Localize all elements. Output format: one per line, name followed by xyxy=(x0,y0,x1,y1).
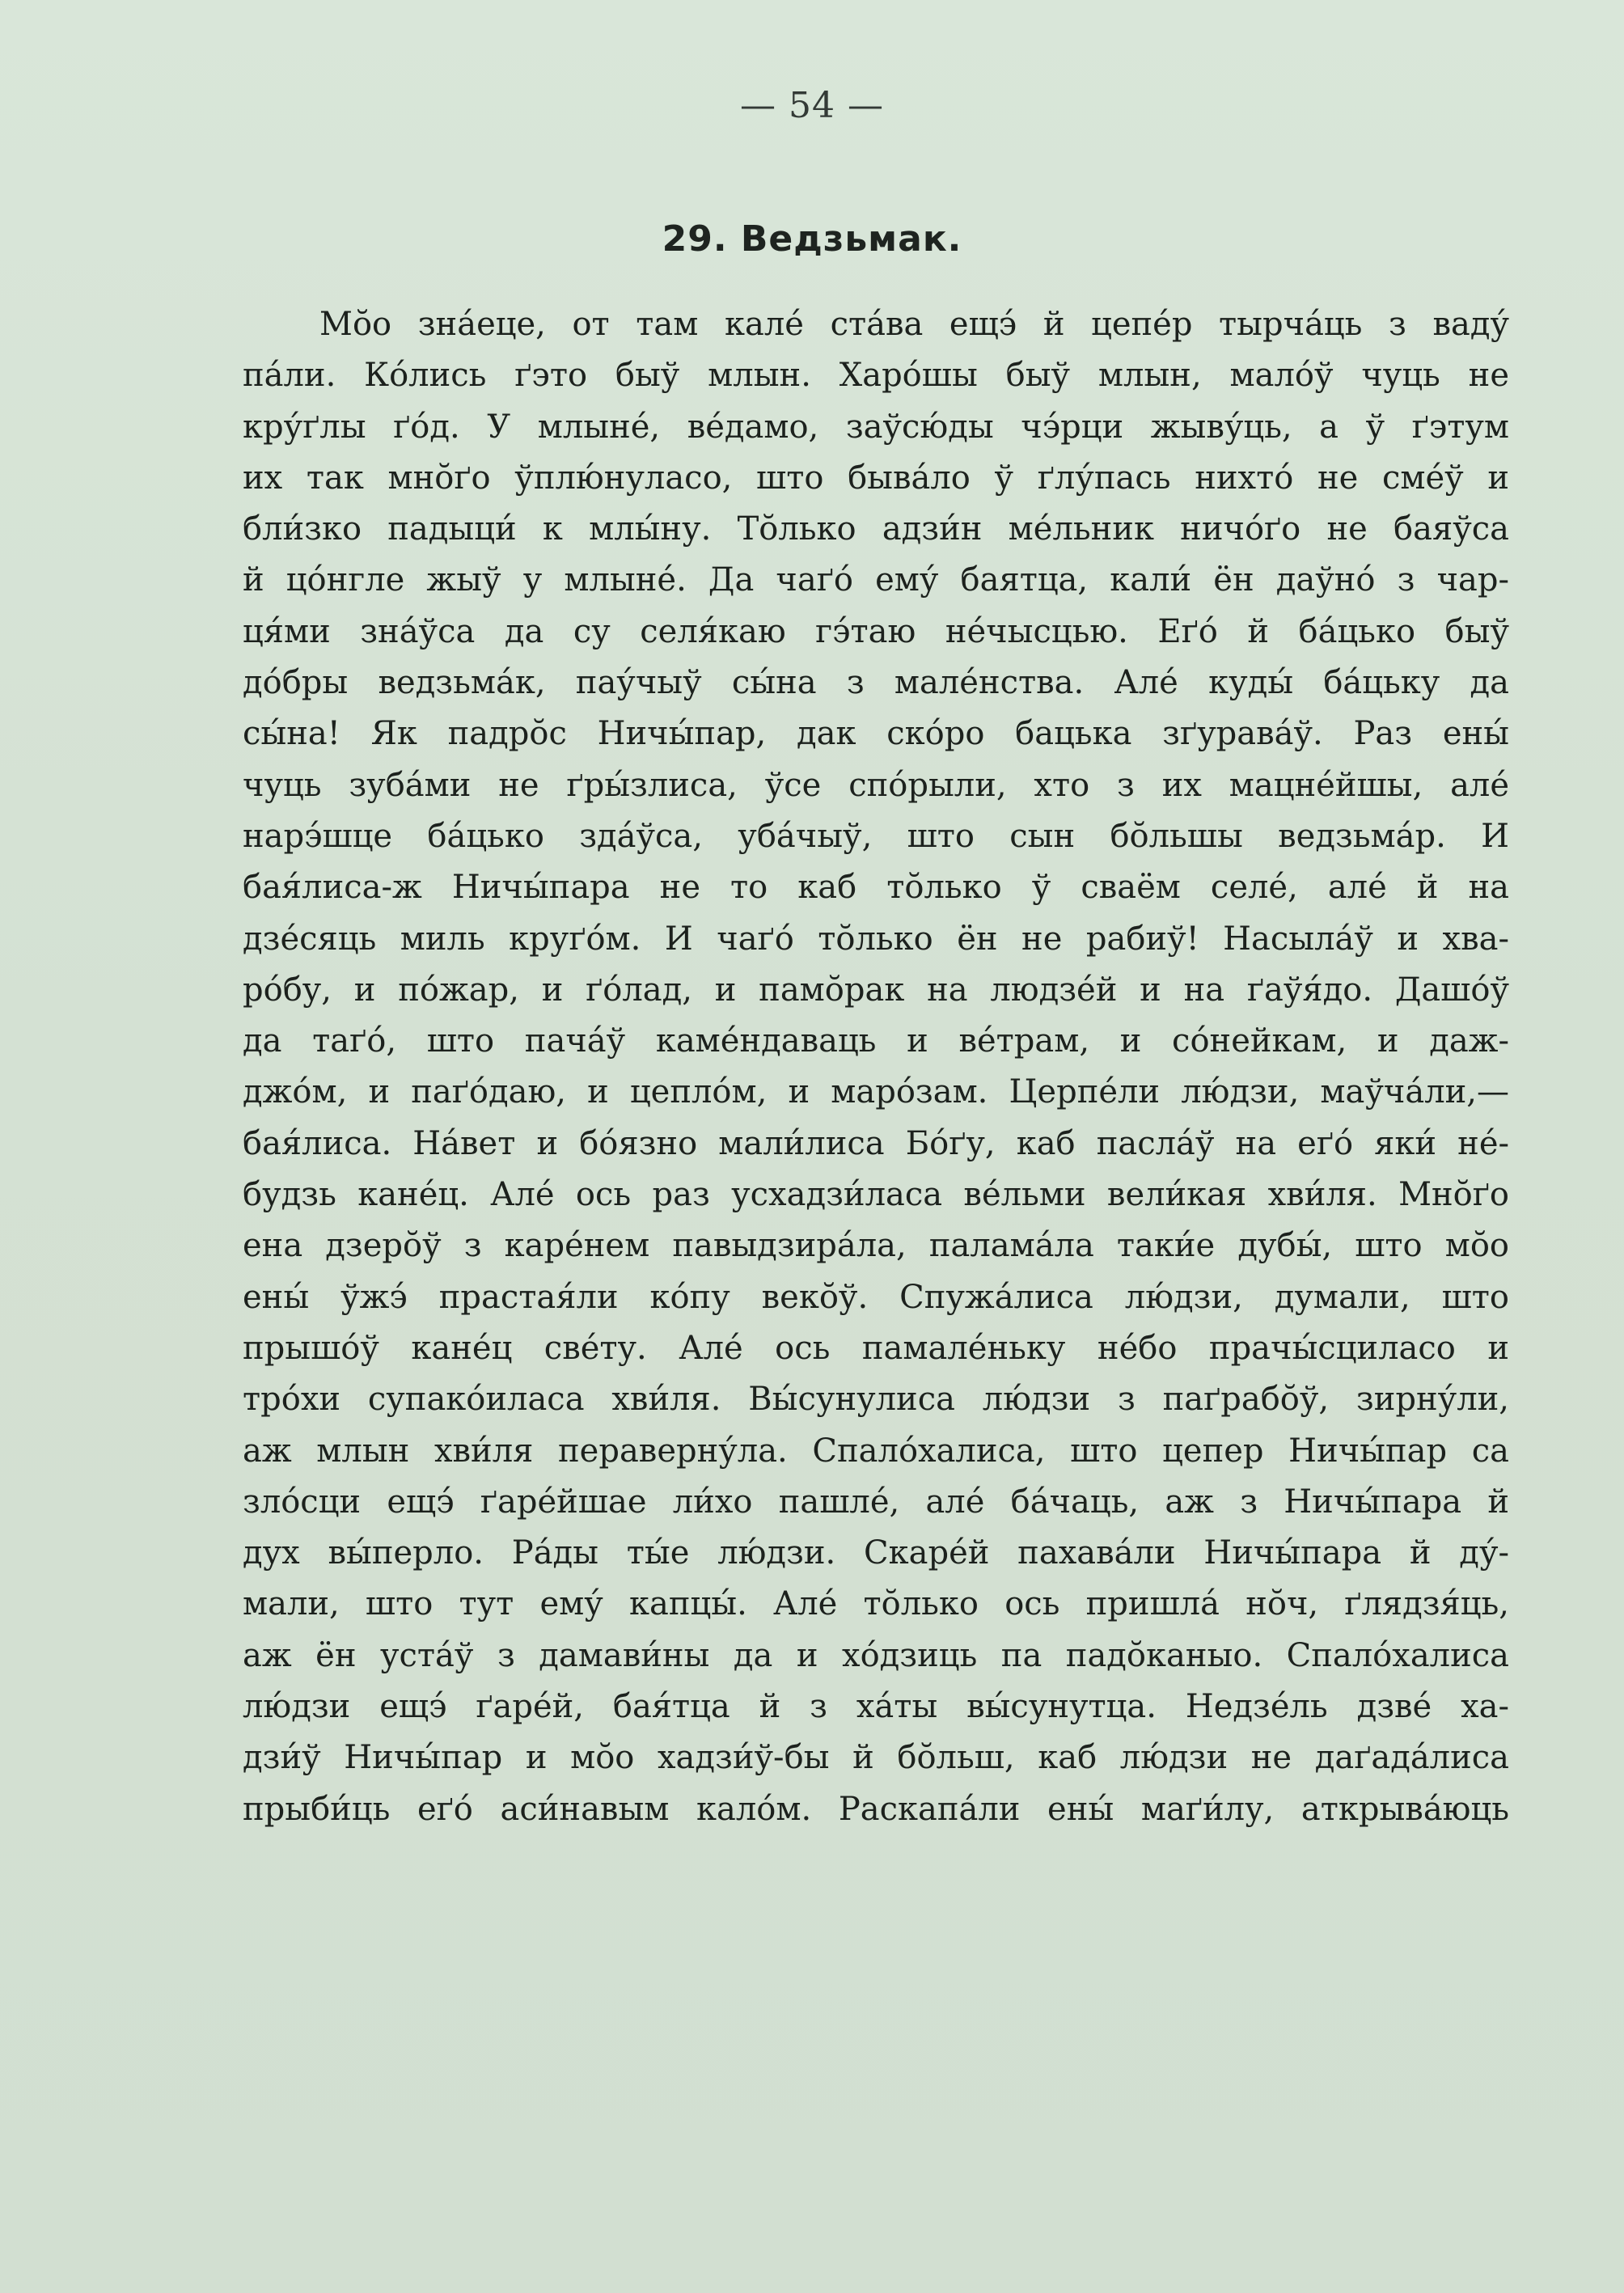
text-line: ена дзеро̆ў з каре́нем павыдзира́ла, палама́ла таки́е дубы́, што мо̆о xyxy=(243,1227,1509,1265)
chapter-title: 29. Ведзьмак. xyxy=(662,218,962,260)
text-line: нарэ́шце ба́цько зда́ўса, уба́чыў, што сын бо̆льшы ведзьма́р. И xyxy=(243,817,1509,855)
text-line: лю́дзи ещэ́ ґаре́й, бая́тца й з ха́ты вы́сунутца. Недзе́ль дзве́ ха- xyxy=(243,1688,1509,1726)
text-line: прыби́ць еґо́ аси́навым кало́м. Раскапа́ли ены́ маґи́лу, аткрыва́юць xyxy=(243,1790,1509,1828)
text-line: па́ли. Ко́лись ґэто быў млын. Харо́шы быў млын, мало́ў чуць не xyxy=(243,357,1509,395)
text-line: бая́лиса. На́вет и бо́язно мали́лиса Бо́ґу, каб пасла́ў на еґо́ яки́ не́- xyxy=(243,1124,1509,1162)
text-line: бли́зко падыци́ к млы́ну. То̆лько адзи́н ме́льник ничо́ґо не баяўса xyxy=(243,510,1509,548)
text-line: до́бры ведзьма́к, пау́чыў сы́на з мале́нства. Але́ куды́ ба́цьку да xyxy=(243,664,1509,702)
text-line: джо́м, и паґо́даю, и цепло́м, и маро́зам. Церпе́ли лю́дзи, маўча́ли,— xyxy=(243,1073,1509,1111)
text-line: аж ён уста́ў з дамави́ны да и хо́дзиць па падо̆каныо. Спало́халиса xyxy=(243,1636,1509,1674)
page-number: — 54 — xyxy=(740,85,884,126)
text-line: тро́хи супако́иласа хви́ля. Вы́сунулиса лю́дзи з паґрабо̆ў, зирну́ли, xyxy=(243,1381,1509,1419)
text-line: мали, што тут ему́ капцы́. Але́ то̆лько ось пришла́ но̆ч, ґлядзя́ць, xyxy=(243,1585,1509,1623)
text-line: зло́сци ещэ́ ґаре́йшае ли́хо пашле́, але́ ба́чаць, аж з Ничы́пара й xyxy=(243,1483,1509,1521)
text-line: дзи́ў Ничы́пар и мо̆о хадзи́ў-бы й бо̆льш, каб лю́дзи не даґада́лиса xyxy=(243,1739,1509,1777)
text-line: сы́на! Як падро̆с Ничы́пар, дак ско́ро бацька зґурава́ў. Раз ены́ xyxy=(243,715,1509,753)
text-line: дзе́сяць миль круґо́м. И чаґо́ то̆лько ён не рабиў! Насыла́ў и хва- xyxy=(243,920,1509,958)
text-line: бая́лиса-ж Ничы́пара не то каб то̆лько ў сваём селе́, але́ й на xyxy=(243,869,1509,907)
text-line: их так мно̆ґо ўплю́нуласо, што быва́ло ў ґлу́пась нихто́ не сме́ў и xyxy=(243,459,1509,497)
text-line: будзь кане́ц. Але́ ось раз усхадзи́ласа ве́льми вели́кая хви́ля. Мно̆ґо xyxy=(243,1176,1509,1214)
text-line: ця́ми зна́ўса да су селя́каю гэ́таю не́чысцью. Еґо́ й ба́цько быў xyxy=(243,612,1509,650)
text-line: чуць зуба́ми не ґры́злиса, ўсе спо́рыли, хто з их мацне́йшы, але́ xyxy=(243,766,1509,804)
text-line: Мо̆о зна́еце, от там кале́ ста́ва ещэ́ й цепе́р тырча́ць з ваду́ xyxy=(319,306,1509,343)
text-line: аж млын хви́ля пераверну́ла. Спало́халиса, што цепер Ничы́пар са xyxy=(243,1432,1509,1470)
text-line: дух вы́перло. Ра́ды ты́е лю́дзи. Скаре́й пахава́ли Ничы́пара й ду́- xyxy=(243,1534,1509,1572)
text-line: кру́ґлы ґо́д. У млыне́, ве́дамо, заўсю́ды чэ́рци жыву́ць, а ў ґэтум xyxy=(243,408,1509,446)
text-line: ро́бу, и по́жар, и ґо́лад, и памо̆рак на людзе́й и на ґаўя́до. Дашо́ў xyxy=(243,971,1509,1009)
text-line: й цо́нгле жыў у млыне́. Да чаґо́ ему́ баятца, кали́ ён даўно́ з чар- xyxy=(243,561,1509,599)
chapter-body-text xyxy=(243,299,1509,1835)
text-line: прышо́ў кане́ц све́ту. Але́ ось памале́ньку не́бо прачы́сциласо и xyxy=(243,1329,1509,1367)
text-line: да таґо́, што пача́ў каме́ндаваць и ве́трам, и со́нейкам, и даж- xyxy=(243,1022,1509,1060)
text-line: ены́ ўжэ́ прастая́ли ко́пу веко̆ў. Спужа́лиса лю́дзи, думали, што xyxy=(243,1278,1509,1316)
